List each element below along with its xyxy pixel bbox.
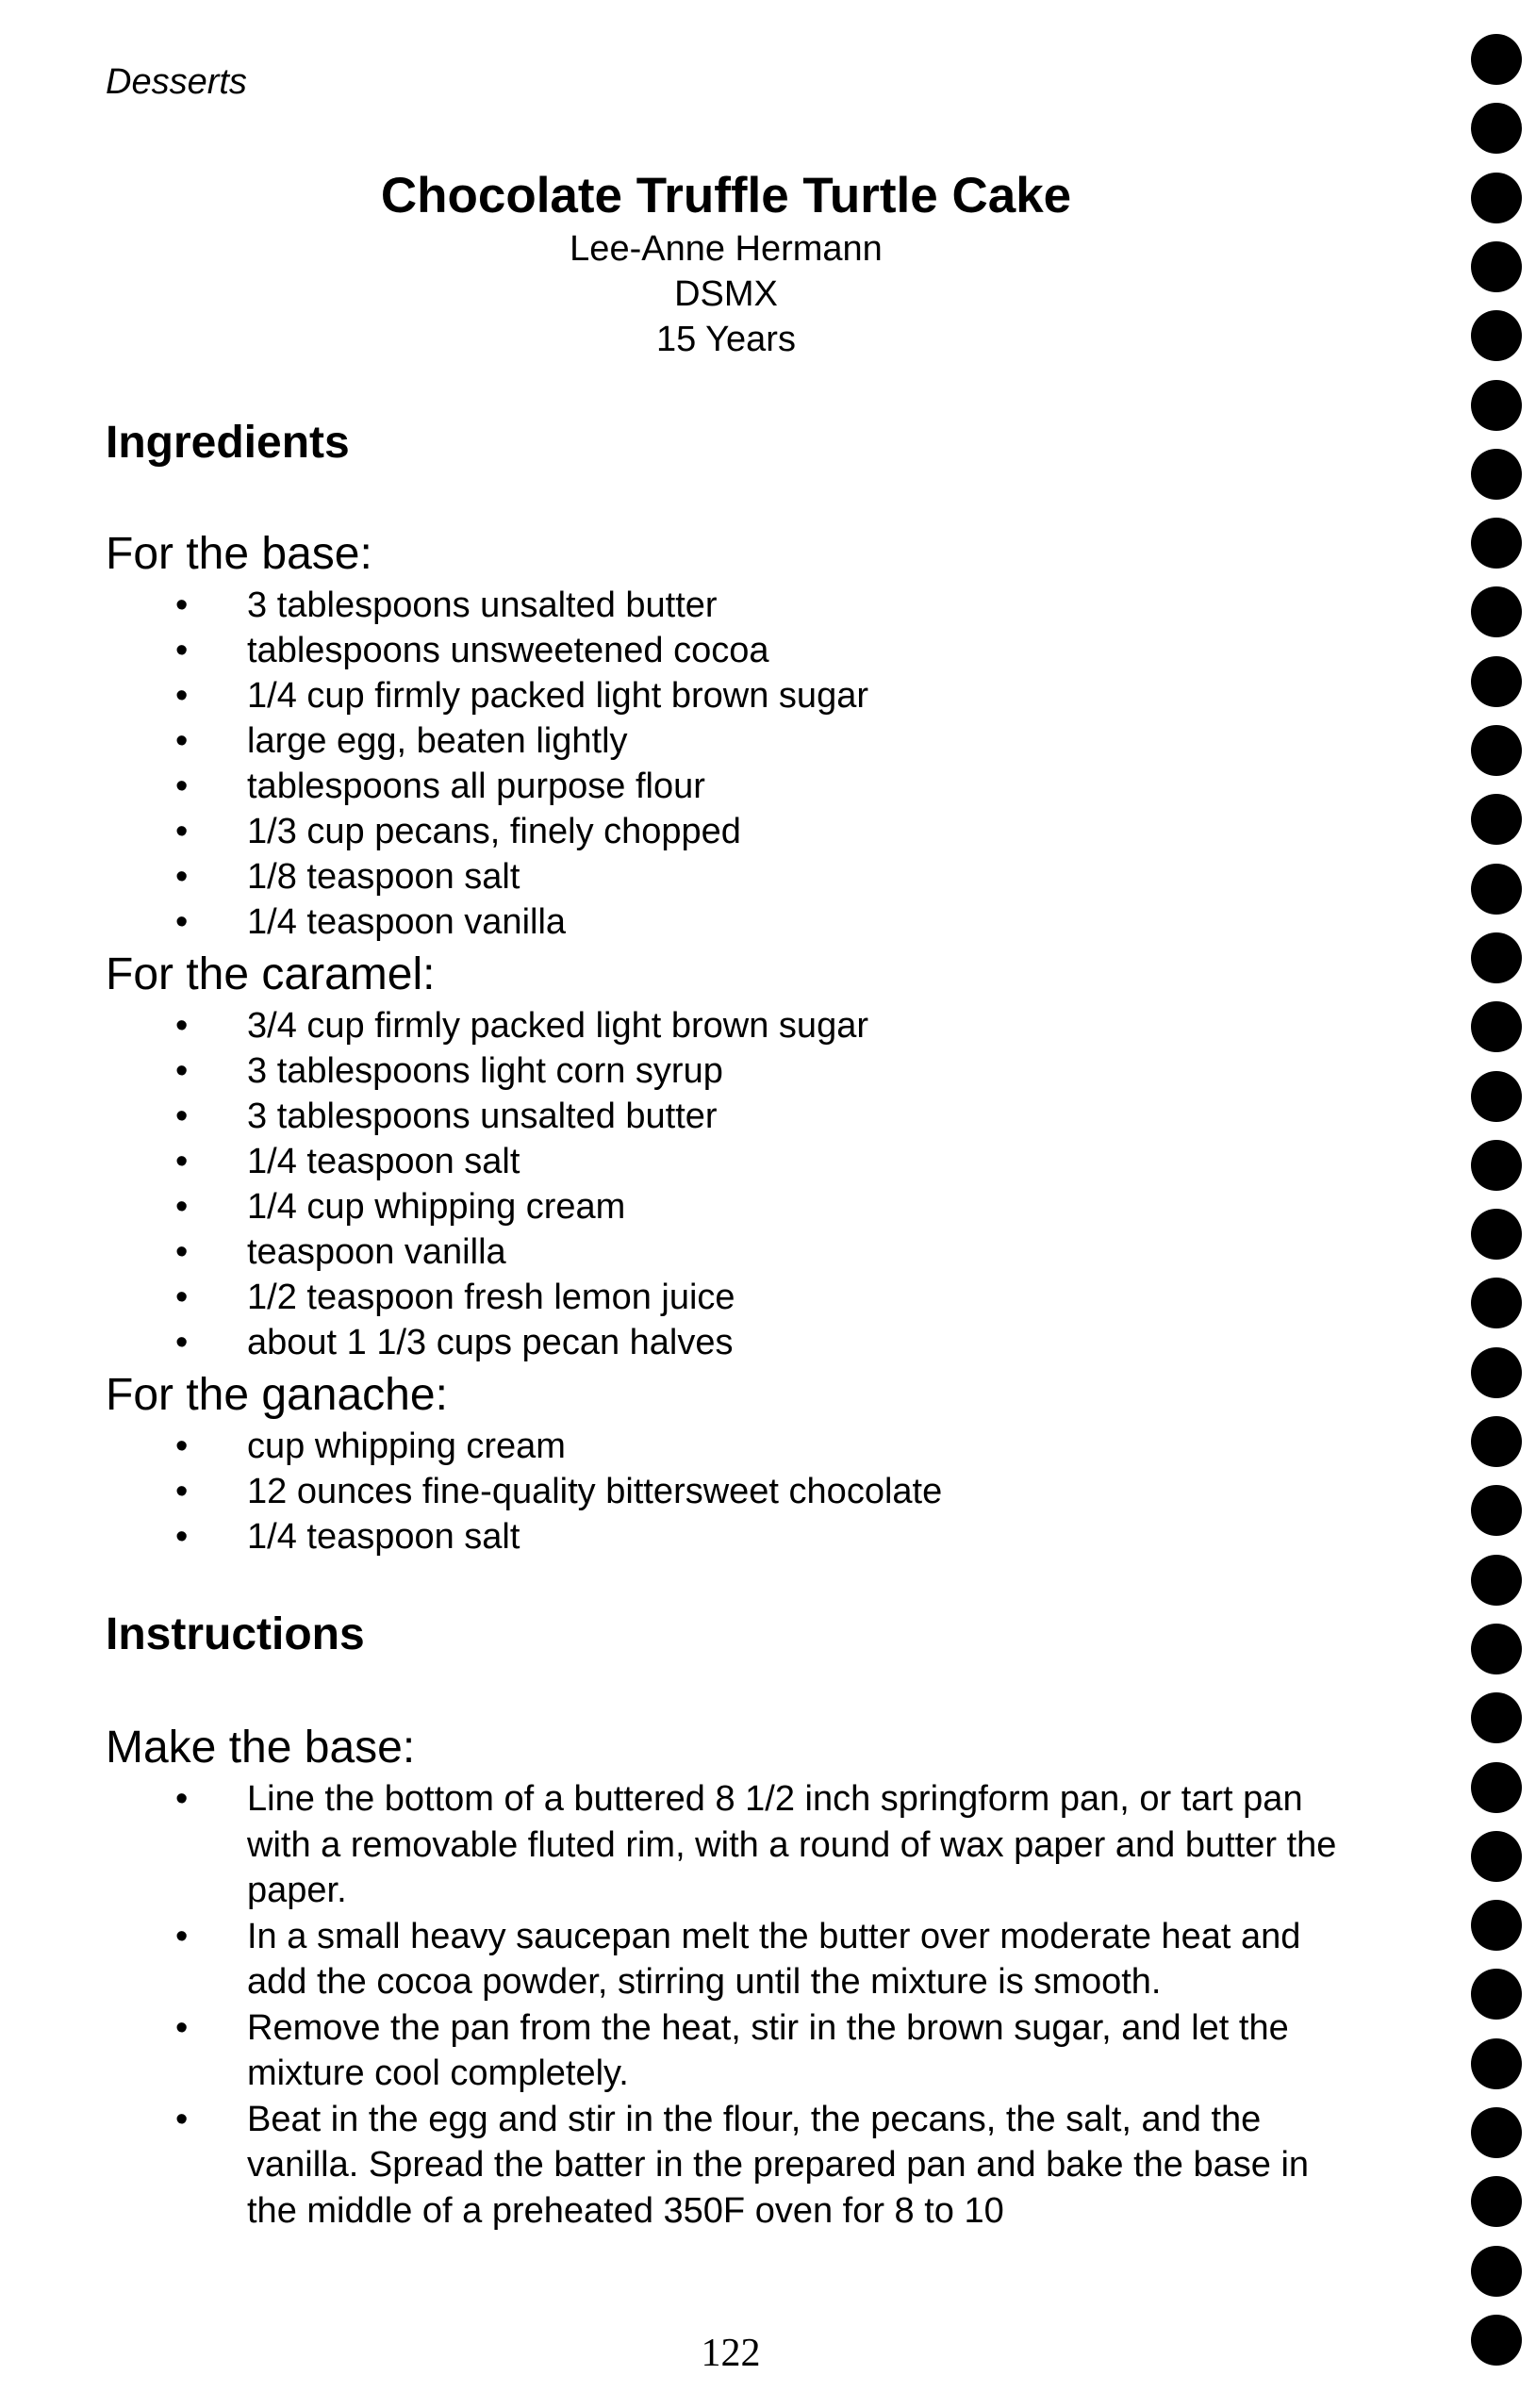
binding-hole bbox=[1471, 586, 1522, 637]
binding-hole bbox=[1471, 2246, 1522, 2297]
binding-hole bbox=[1471, 1001, 1522, 1052]
binding-hole bbox=[1471, 1209, 1522, 1260]
binding-hole bbox=[1471, 1555, 1522, 1606]
page-number: 122 bbox=[701, 2332, 761, 2375]
list-item: • 12 ounces fine-quality bittersweet chocolate bbox=[0, 1469, 942, 1514]
list-item: • cup whipping cream bbox=[0, 1424, 942, 1469]
binding-hole bbox=[1471, 1624, 1522, 1674]
list-item: • about 1 1/3 cups pecan halves bbox=[0, 1320, 868, 1365]
list-item: • 3 tablespoons unsalted butter bbox=[0, 1094, 868, 1139]
list-item: • 1/2 teaspoon fresh lemon juice bbox=[0, 1275, 868, 1320]
list-item: • tablespoons unsweetened cocoa bbox=[0, 628, 868, 673]
instructions-heading: Instructions bbox=[106, 1609, 365, 1659]
author-name: Lee-Anne Hermann bbox=[570, 229, 883, 269]
binding-hole bbox=[1471, 1140, 1522, 1191]
binding-hole bbox=[1471, 241, 1522, 292]
binding-hole bbox=[1471, 449, 1522, 500]
binding-hole bbox=[1471, 1485, 1522, 1536]
binding-hole bbox=[1471, 380, 1522, 431]
title-block bbox=[349, 166, 1103, 362]
binding-hole bbox=[1471, 1969, 1522, 2020]
binding-hole bbox=[1471, 34, 1522, 85]
list-item: • 1/4 teaspoon salt bbox=[0, 1514, 942, 1559]
caramel-label: For the caramel: bbox=[106, 949, 436, 999]
instruction-step: • Remove the pan from the heat, stir in the brown sugar, and let the mixture cool completely. bbox=[0, 2005, 1358, 2097]
ganache-label: For the ganache: bbox=[106, 1370, 448, 1420]
binding-hole bbox=[1471, 173, 1522, 223]
caramel-ingredient-list bbox=[0, 1003, 868, 1365]
binding-hole bbox=[1471, 725, 1522, 776]
list-item: • 3 tablespoons light corn syrup bbox=[0, 1048, 868, 1094]
binding-hole bbox=[1471, 1692, 1522, 1743]
binding-hole bbox=[1471, 2176, 1522, 2227]
list-item: • 1/4 cup whipping cream bbox=[0, 1184, 868, 1229]
binding-hole bbox=[1471, 1071, 1522, 1122]
make-base-label: Make the base: bbox=[106, 1723, 416, 1773]
list-item: • 1/4 teaspoon vanilla bbox=[0, 899, 868, 945]
instruction-step: • In a small heavy saucepan melt the butter over moderate heat and add the cocoa powder, stirring until the mixture is smooth. bbox=[0, 1914, 1358, 2005]
ingredients-heading: Ingredients bbox=[106, 418, 350, 468]
instruction-step: • Line the bottom of a buttered 8 1/2 inch springform pan, or tart pan with a removable fluted rim, with a round of wax paper and butter the paper. bbox=[0, 1776, 1358, 1914]
base-ingredient-list bbox=[0, 583, 868, 945]
binding-hole bbox=[1471, 1762, 1522, 1813]
spiral-binding bbox=[1471, 0, 1528, 2408]
binding-hole bbox=[1471, 2315, 1522, 2366]
binding-hole bbox=[1471, 1900, 1522, 1951]
binding-hole bbox=[1471, 310, 1522, 361]
section-label: Desserts bbox=[106, 62, 247, 102]
list-item: • 1/8 teaspoon salt bbox=[0, 854, 868, 899]
list-item: • 1/3 cup pecans, finely chopped bbox=[0, 809, 868, 854]
list-item: • tablespoons all purpose flour bbox=[0, 764, 868, 809]
binding-hole bbox=[1471, 103, 1522, 154]
binding-hole bbox=[1471, 2038, 1522, 2089]
list-item: • 3 tablespoons unsalted butter bbox=[0, 583, 868, 628]
binding-hole bbox=[1471, 1831, 1522, 1882]
binding-hole bbox=[1471, 1278, 1522, 1328]
ganache-ingredient-list bbox=[0, 1424, 942, 1559]
binding-hole bbox=[1471, 2107, 1522, 2158]
list-item: • large egg, beaten lightly bbox=[0, 718, 868, 764]
binding-hole bbox=[1471, 1347, 1522, 1398]
binding-hole bbox=[1471, 1416, 1522, 1467]
department: DSMX bbox=[674, 274, 778, 314]
recipe-title: Chocolate Truffle Turtle Cake bbox=[380, 168, 1072, 223]
instruction-step: • Beat in the egg and stir in the flour, the pecans, the salt, and the vanilla. Spread the batter in the prepared pan and bake the base in the middle of a preheated 350F oven for 8 to 10 bbox=[0, 2097, 1358, 2235]
list-item: • 3/4 cup firmly packed light brown sugar bbox=[0, 1003, 868, 1048]
list-item: • teaspoon vanilla bbox=[0, 1229, 868, 1275]
binding-hole bbox=[1471, 656, 1522, 707]
binding-hole bbox=[1471, 864, 1522, 915]
list-item: • 1/4 teaspoon salt bbox=[0, 1139, 868, 1184]
binding-hole bbox=[1471, 518, 1522, 569]
tenure: 15 Years bbox=[656, 320, 796, 359]
list-item: • 1/4 cup firmly packed light brown sugar bbox=[0, 673, 868, 718]
base-label: For the base: bbox=[106, 529, 372, 579]
binding-hole bbox=[1471, 794, 1522, 845]
binding-hole bbox=[1471, 932, 1522, 983]
base-instruction-list bbox=[0, 1776, 1358, 2234]
